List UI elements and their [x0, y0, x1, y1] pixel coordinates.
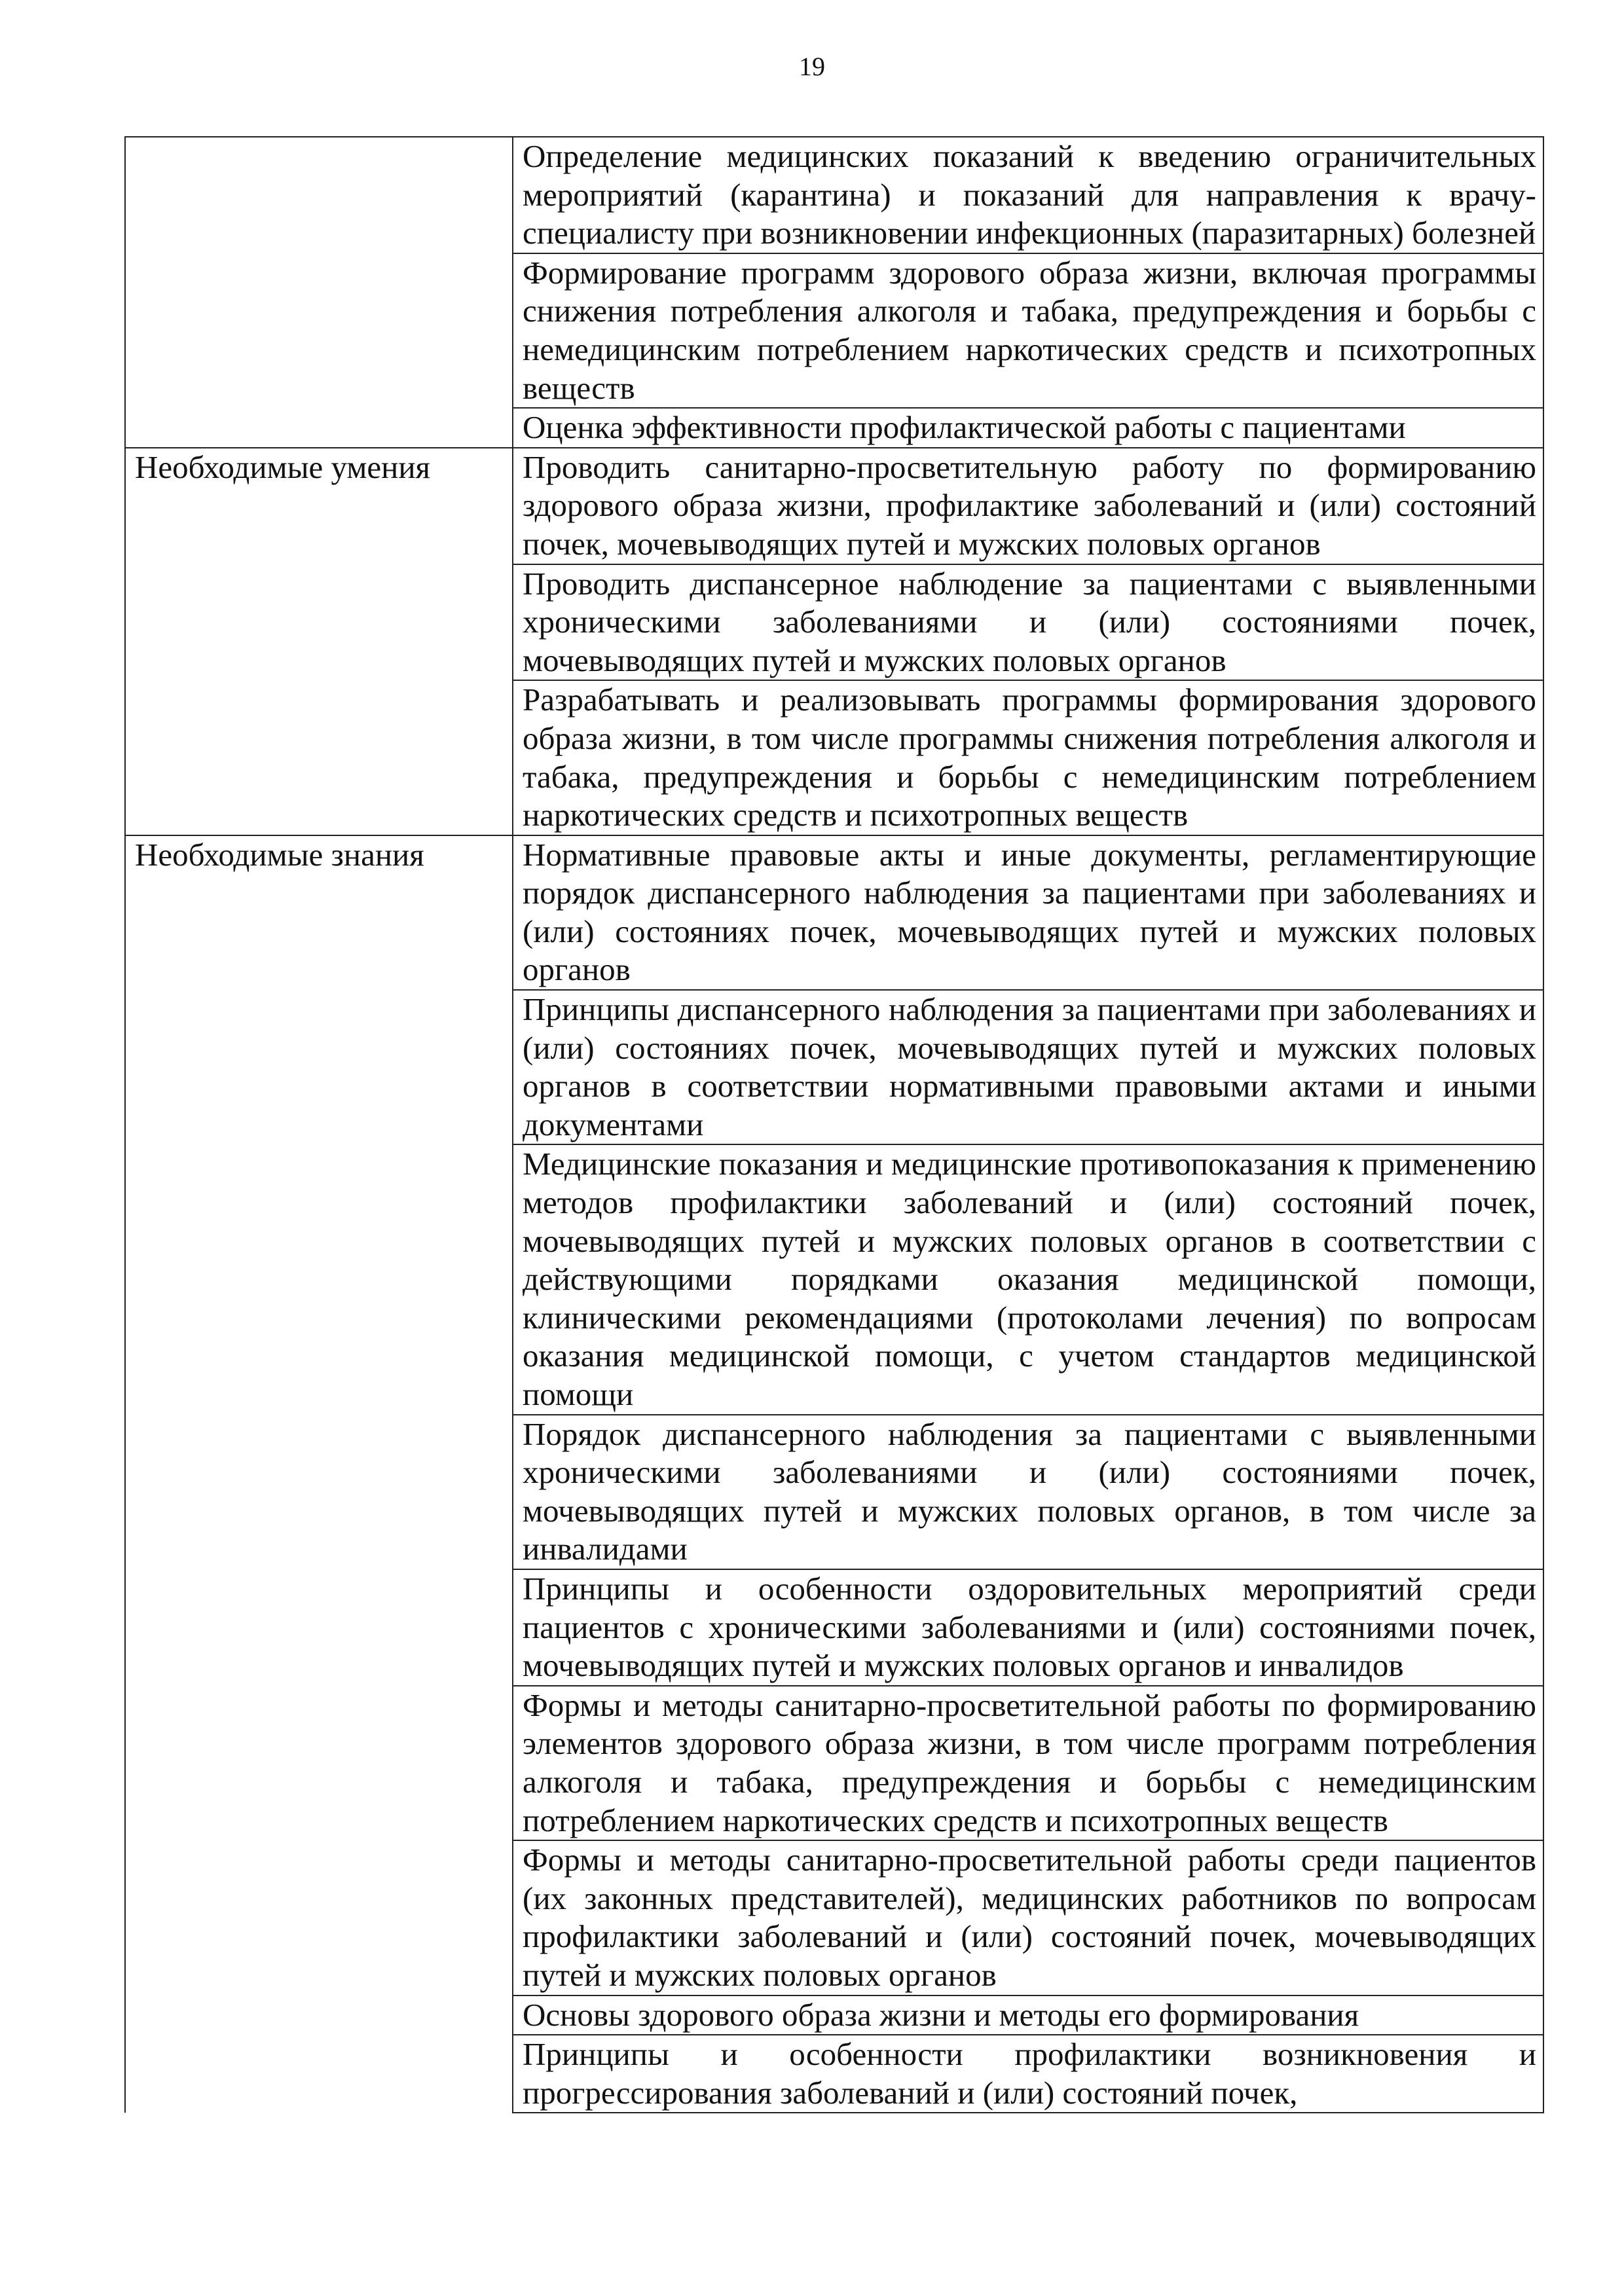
table-cell-item: Проводить диспансерное наблюдение за пациентами с выявленными хроническими заболеваниями и (или) состояниями почек, мочевыводящих путей и мужских половых органов [513, 564, 1543, 681]
table-cell-item: Принципы и особенности оздоровительных мероприятий среди пациентов с хроническими заболеваниями и (или) состояниями почек, мочевыводящих путей и мужских половых органов и инвалидов [513, 1569, 1543, 1686]
table-cell-item: Проводить санитарно-просветительную работу по формированию здорового образа жизни, профилактике заболеваний и (или) состояний почек, мочевыводящих путей и мужских половых органов [513, 448, 1543, 564]
table-cell-item: Порядок диспансерного наблюдения за пациентами с выявленными хроническими заболеваниями и (или) состояниями почек, мочевыводящих путей и мужских половых органов, в том числе за инвалидами [513, 1415, 1543, 1569]
row-label-skills: Необходимые умения [125, 448, 513, 835]
row-label-empty [125, 137, 513, 448]
table-row [125, 835, 1543, 990]
row-label-knowledge: Необходимые знания [125, 835, 513, 2113]
table-cell-item: Оценка эффективности профилактической работы с пациентами [513, 408, 1543, 448]
table-row [125, 137, 1543, 253]
table-cell-item: Принципы диспансерного наблюдения за пациентами при заболеваниях и (или) состояниях почек, мочевыводящих путей и мужских половых органов в соответствии нормативными правовыми актами и иными документами [513, 990, 1543, 1144]
table-cell-item: Формы и методы санитарно-просветительной работы среди пациентов (их законных представителей), медицинских работников по вопросам профилактики заболеваний и (или) состояний почек, мочевыводящих путей и мужских половых органов [513, 1840, 1543, 1995]
table-cell-item: Формы и методы санитарно-просветительной работы по формированию элементов здорового образа жизни, в том числе программ потребления алкоголя и табака, предупреждения и борьбы с немедицинским потреблением наркотических средств и психотропных веществ [513, 1686, 1543, 1840]
table-cell-item: Определение медицинских показаний к введению ограничительных мероприятий (карантина) и показаний для направления к врачу-специалисту при возникновении инфекционных (паразитарных) болезней [513, 137, 1543, 253]
table-cell-item: Разрабатывать и реализовывать программы формирования здорового образа жизни, в том числе программы снижения потребления алкоголя и табака, предупреждения и борьбы с немедицинским потреблением наркотических средств и психотропных веществ [513, 680, 1543, 835]
table-row [125, 448, 1543, 564]
page-number: 19 [799, 52, 825, 81]
table-cell-item: Формирование программ здорового образа жизни, включая программы снижения потребления алкоголя и табака, предупреждения и борьбы с немедицинским потреблением наркотических средств и психотропных веществ [513, 253, 1543, 408]
competency-table [124, 136, 1544, 2113]
table-cell-item: Основы здорового образа жизни и методы его формирования [513, 1995, 1543, 2035]
table-cell-item: Принципы и особенности профилактики возникновения и прогрессирования заболеваний и (или) состояний почек, [513, 2035, 1543, 2113]
table-cell-item: Медицинские показания и медицинские противопоказания к применению методов профилактики заболеваний и (или) состояний почек, мочевыводящих путей и мужских половых органов в соответствии с действующими порядками оказания медицинской помощи, клиническими рекомендациями (протоколами лечения) по вопросам оказания медицинской помощи, с учетом стандартов медицинской помощи [513, 1144, 1543, 1414]
table-cell-item: Нормативные правовые акты и иные документы, регламентирующие порядок диспансерного наблюдения за пациентами при заболеваниях и (или) состояниях почек, мочевыводящих путей и мужских половых органов [513, 835, 1543, 990]
